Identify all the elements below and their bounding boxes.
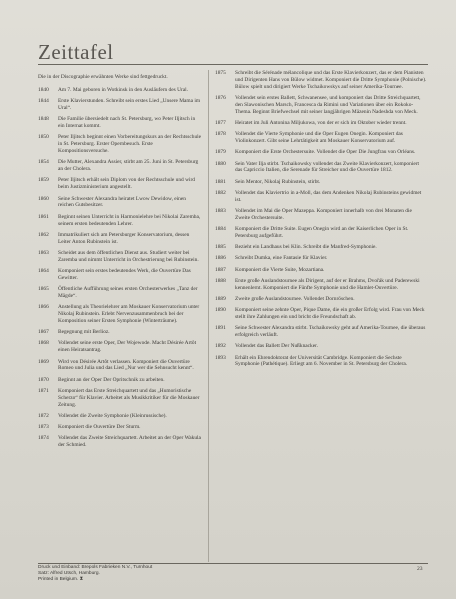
entry-text: Komponiert sein erstes bedeutendes Werk, die Ouvertüre Das Gewitter.	[58, 268, 191, 281]
timeline-entry	[215, 226, 427, 240]
entry-year: 1867	[38, 329, 49, 336]
entry-text: Vollendet das Klaviertrio in a-Moll, das dem Andenken Nikolaj Rubinsteins gewidmet ist.	[235, 189, 422, 203]
entry-text: Peter Iljitsch beginnt einen Vorbereitungskurs an der Rechtsschule in St. Petersburg. Erster Opernbesuch. Erste Kompositionsversuche.	[58, 134, 202, 155]
left-column	[38, 70, 202, 453]
entry-text: Komponiert die Erste Orchestersuite. Vollendet die Oper Die Jungfrau von Orléans.	[235, 149, 416, 156]
entry-year: 1873	[38, 424, 49, 431]
entry-text: Beginnt an der Oper Der Opritschnik zu arbeiten.	[58, 376, 165, 383]
page-title: Zeittafel	[38, 40, 114, 64]
entry-text: Sein Mentor, Nikolaj Rubinstein, stirbt.	[235, 178, 321, 185]
entry-year: 1883	[215, 207, 226, 214]
timeline-entry	[215, 149, 427, 156]
entry-text: Erste große Auslandstournee als Dirigent, auf der er Brahms, Dvořák und Paderewski kennenlernt. Komponiert die Fünfte Symphonie und die Hamlet-Ouvertüre.	[235, 277, 420, 291]
intro-note: Die in der Discographie erwähnten Werke sind fettgedruckt.	[38, 74, 168, 80]
entry-text: Peter Iljitsch erhält sein Diplom von der Rechtsschule und wird beim Justizministerium angestellt.	[58, 177, 195, 191]
timeline-entry	[215, 190, 427, 204]
entry-text: Am 7. Mai geboren in Wotkinsk in den Ausläufern des Ural.	[58, 86, 189, 93]
timeline-entry	[215, 208, 427, 222]
timeline-entry	[38, 329, 202, 336]
timeline-entry	[215, 95, 427, 116]
entry-year: 1888	[215, 277, 226, 284]
column-divider	[208, 70, 209, 562]
entry-year: 1886	[215, 255, 226, 262]
entry-text: Erste Klavierstunden. Schreibt sein erstes Lied „Unsere Mama im Ural“.	[58, 98, 201, 112]
timeline-entry	[215, 179, 427, 186]
timeline-entry	[215, 296, 427, 303]
timeline-entry	[215, 120, 427, 127]
entry-year: 1866	[38, 304, 49, 311]
entry-text: Schreibt die Sérénade mélancolique und das Erste Klavierkonzert, das er dem Pianisten und Dirigenten Hans von Bülow widmet. Komponiert die Dritte Symphonie (Polnische). Bülow spielt und dirigiert Werke Tschaikowskys auf seiner Amerika-Tournee.	[235, 70, 427, 90]
entry-text: Komponiert das Erste Streichquartett und das „Humoristische Scherzo“ für Klavier. Arbeitet als Musikkritiker für die Moskauer Zeitung.	[58, 387, 200, 408]
right-timeline	[215, 70, 427, 368]
timeline-entry	[38, 177, 202, 191]
timeline-entry	[38, 250, 202, 264]
timeline-entry	[38, 286, 202, 300]
entry-text: Vollendet die Vierte Symphonie und die Oper Eugen Onegin. Komponiert das Violinkonzert. Gibt seine Lehrtätigkeit am Moskauer Konservatorium auf.	[235, 131, 403, 145]
timeline-entry	[38, 424, 202, 431]
timeline-entry	[38, 304, 202, 325]
entry-year: 1891	[215, 325, 226, 332]
entry-year: 1861	[38, 213, 49, 220]
entry-year: 1889	[215, 295, 226, 302]
entry-year: 1869	[38, 358, 49, 365]
timeline-entry	[38, 232, 202, 246]
timeline-entry	[215, 307, 427, 321]
entry-text: Schreibt Dumka, eine Fantasie für Klavier.	[235, 255, 328, 262]
timeline-entry	[38, 196, 202, 210]
entry-year: 1840	[38, 86, 49, 93]
entry-year: 1848	[38, 116, 49, 123]
entry-text: Vollendet im Mai die Oper Mazeppa. Komponiert innerhalb von drei Monaten die Zweite Orchestersuite.	[235, 207, 412, 221]
entry-text: Beginnt seinen Unterricht in Harmonielehre bei Nikolai Zaremba, seinem ersten bedeutenden Lehrer.	[58, 213, 201, 227]
left-timeline	[38, 87, 202, 449]
timeline-entry	[38, 377, 202, 384]
entry-year: 1860	[38, 195, 49, 202]
timeline-entry	[38, 214, 202, 228]
timeline-entry	[38, 435, 202, 449]
entry-year: 1865	[38, 286, 49, 293]
entry-year: 1876	[215, 95, 226, 102]
entry-text: Vollendet das Ballett Der Nußknacker.	[235, 343, 318, 350]
page-number: 23	[417, 566, 423, 572]
entry-year: 1885	[215, 244, 226, 251]
entry-text: Erhält ein Ehrendoktorat der Universität Cambridge. Komponiert die Sechste Symphonie (Pathétique). Erliegt am 6. November in St. Petersburg der Cholera.	[235, 354, 408, 368]
timeline-entry	[215, 325, 427, 339]
entry-text: Vollendet sein erstes Ballett, Schwanensee, und komponiert das Dritte Streichquartett, den Slawonischen Marsch, Francesca da Rimini und Variationen über ein Rokoko-Thema. Beginnt Briefwechsel mit seiner langjährigen Mäzenin Nadeshda von Meck.	[235, 95, 421, 115]
entry-text: Scheidet aus dem öffentlichen Dienst aus. Studiert weiter bei Zaremba und nimmt Unterricht in Orchestrierung bei Rubinstein.	[58, 249, 199, 263]
entry-text: Vollendet das Zweite Streichquartett. Arbeitet an der Oper Wakula der Schmied.	[58, 435, 201, 449]
entry-text: Vollendet seine erste Oper, Der Wojewode. Macht Désirée Artôt einen Heiratsantrag.	[58, 340, 197, 354]
top-rule	[38, 64, 428, 65]
right-column	[215, 70, 427, 373]
entry-year: 1864	[38, 268, 49, 274]
entry-text: Anstellung als Theorielehrer am Moskauer Konservatorium unter Nikolaj Rubinstein. Erlebt Nervenzusammenbruch bei der Komposition seiner Ersten Symphonie (Winterträume).	[58, 304, 200, 325]
entry-text: Die Mutter, Alexandra Assier, stirbt am 25. Juni in St. Petersburg an der Cholera.	[58, 159, 199, 173]
entry-year: 1879	[215, 149, 226, 156]
entry-text: Heiratet im Juli Antonina Miljukowa, von der er sich im Oktober wieder trennt.	[235, 120, 407, 127]
timeline-entry	[215, 255, 427, 262]
entry-text: Immatrikuliert sich am Petersburger Konservatorium, dessen Leiter Anton Rubinstein ist.	[58, 231, 190, 245]
entry-text: Vollendet die Zweite Symphonie (Kleinrussische).	[58, 412, 167, 419]
timeline-entry	[215, 343, 427, 350]
entry-year: 1893	[215, 354, 226, 361]
entry-year: 1870	[38, 376, 49, 383]
timeline-entry	[38, 388, 202, 409]
entry-year: 1868	[38, 340, 49, 347]
entry-year: 1890	[215, 307, 226, 314]
entry-year: 1844	[38, 98, 49, 105]
entry-year: 1892	[215, 343, 226, 350]
entry-text: Sein Vater Ilja stirbt. Tschaikowsky vollendet das Zweite Klavierkonzert, komponiert das Capriccio Italien, die Serenade für Streicher und die Ouvertüre 1812.	[235, 160, 420, 174]
entry-year: 1887	[215, 266, 226, 273]
entry-year: 1862	[38, 231, 49, 238]
entry-year: 1877	[215, 120, 226, 127]
entry-text: Komponiert die Dritte Suite. Eugen Onegin wird an der Kaiserlichen Oper in St. Petersburg aufgeführt.	[235, 226, 409, 239]
entry-year: 1880	[215, 160, 226, 167]
entry-text: Zweite große Auslandstournee. Vollendet Dornröschen.	[235, 295, 355, 302]
entry-year: 1859	[38, 177, 49, 184]
imprint-line: Druck und Einband: Brepols Fabrieken N.V., Turnhout	[38, 565, 153, 570]
entry-text: Komponiert die Ouvertüre Der Sturm.	[58, 424, 141, 431]
entry-text: Bezieht ein Landhaus bei Klin. Schreibt die Manfred-Symphonie.	[235, 244, 377, 251]
timeline-entry	[38, 413, 202, 420]
entry-year: 1881	[215, 178, 226, 185]
timeline-entry	[215, 267, 427, 274]
entry-year: 1863	[38, 249, 49, 256]
entry-year: 1871	[38, 387, 49, 394]
entry-text: Die Familie übersiedelt nach St. Petersburg, wo Peter Iljitsch in ein Internat kommt.	[58, 116, 196, 130]
imprint-line: Printed in Belgium. ⧗	[38, 576, 83, 582]
entry-year: 1882	[215, 189, 226, 196]
entry-year: 1874	[38, 435, 49, 442]
entry-text: Komponiert die Vierte Suite, Mozartiana.	[235, 266, 325, 273]
entry-year: 1854	[38, 159, 49, 166]
entry-year: 1884	[215, 226, 226, 233]
entry-year: 1875	[215, 70, 226, 76]
timeline-entry	[215, 355, 427, 369]
entry-text: Begegnung mit Berlioz.	[58, 329, 110, 336]
entry-text: Komponiert seine zehnte Oper, Pique Dame, die ein großer Erfolg wird. Frau von Meck stellt ihre Zahlungen ein und bricht die Freundschaft ab.	[235, 307, 425, 321]
timeline-entry	[215, 161, 427, 175]
timeline-entry	[215, 244, 427, 251]
timeline-entry	[215, 70, 427, 91]
timeline-entry	[38, 134, 202, 155]
entry-text: Seine Schwester Alexandra heiratet Lwow Dewidow, einen reichen Gutsbesitzer.	[58, 195, 186, 209]
entry-text: Öffentliche Aufführung seines ersten Orchesterwerkes „Tanz der Mägde“.	[58, 286, 198, 300]
timeline-entry	[215, 131, 427, 145]
entry-year: 1850	[38, 134, 49, 141]
bottom-rule	[38, 563, 428, 564]
timeline-entry	[38, 268, 202, 282]
timeline-entry	[38, 359, 202, 373]
timeline-entry	[38, 98, 202, 112]
entry-text: Wird von Désirée Artôt verlassen. Komponiert die Ouvertüre Romeo und Julia und das Lied „Nur wer die Sehnsucht kennt“.	[58, 358, 194, 372]
timeline-entry	[38, 87, 202, 94]
timeline-entry	[38, 159, 202, 173]
timeline-entry	[38, 340, 202, 354]
imprint-line: Satz: Alfred Utsch, Hamburg.	[38, 570, 100, 576]
timeline-entry	[38, 116, 202, 130]
timeline-entry	[215, 278, 427, 292]
entry-text: Seine Schwester Alexandra stirbt. Tschaikowsky geht auf Amerika-Tournee, die überaus erfolgreich verläuft.	[235, 325, 426, 339]
entry-year: 1878	[215, 131, 226, 138]
imprint	[38, 565, 238, 582]
entry-year: 1872	[38, 412, 49, 419]
